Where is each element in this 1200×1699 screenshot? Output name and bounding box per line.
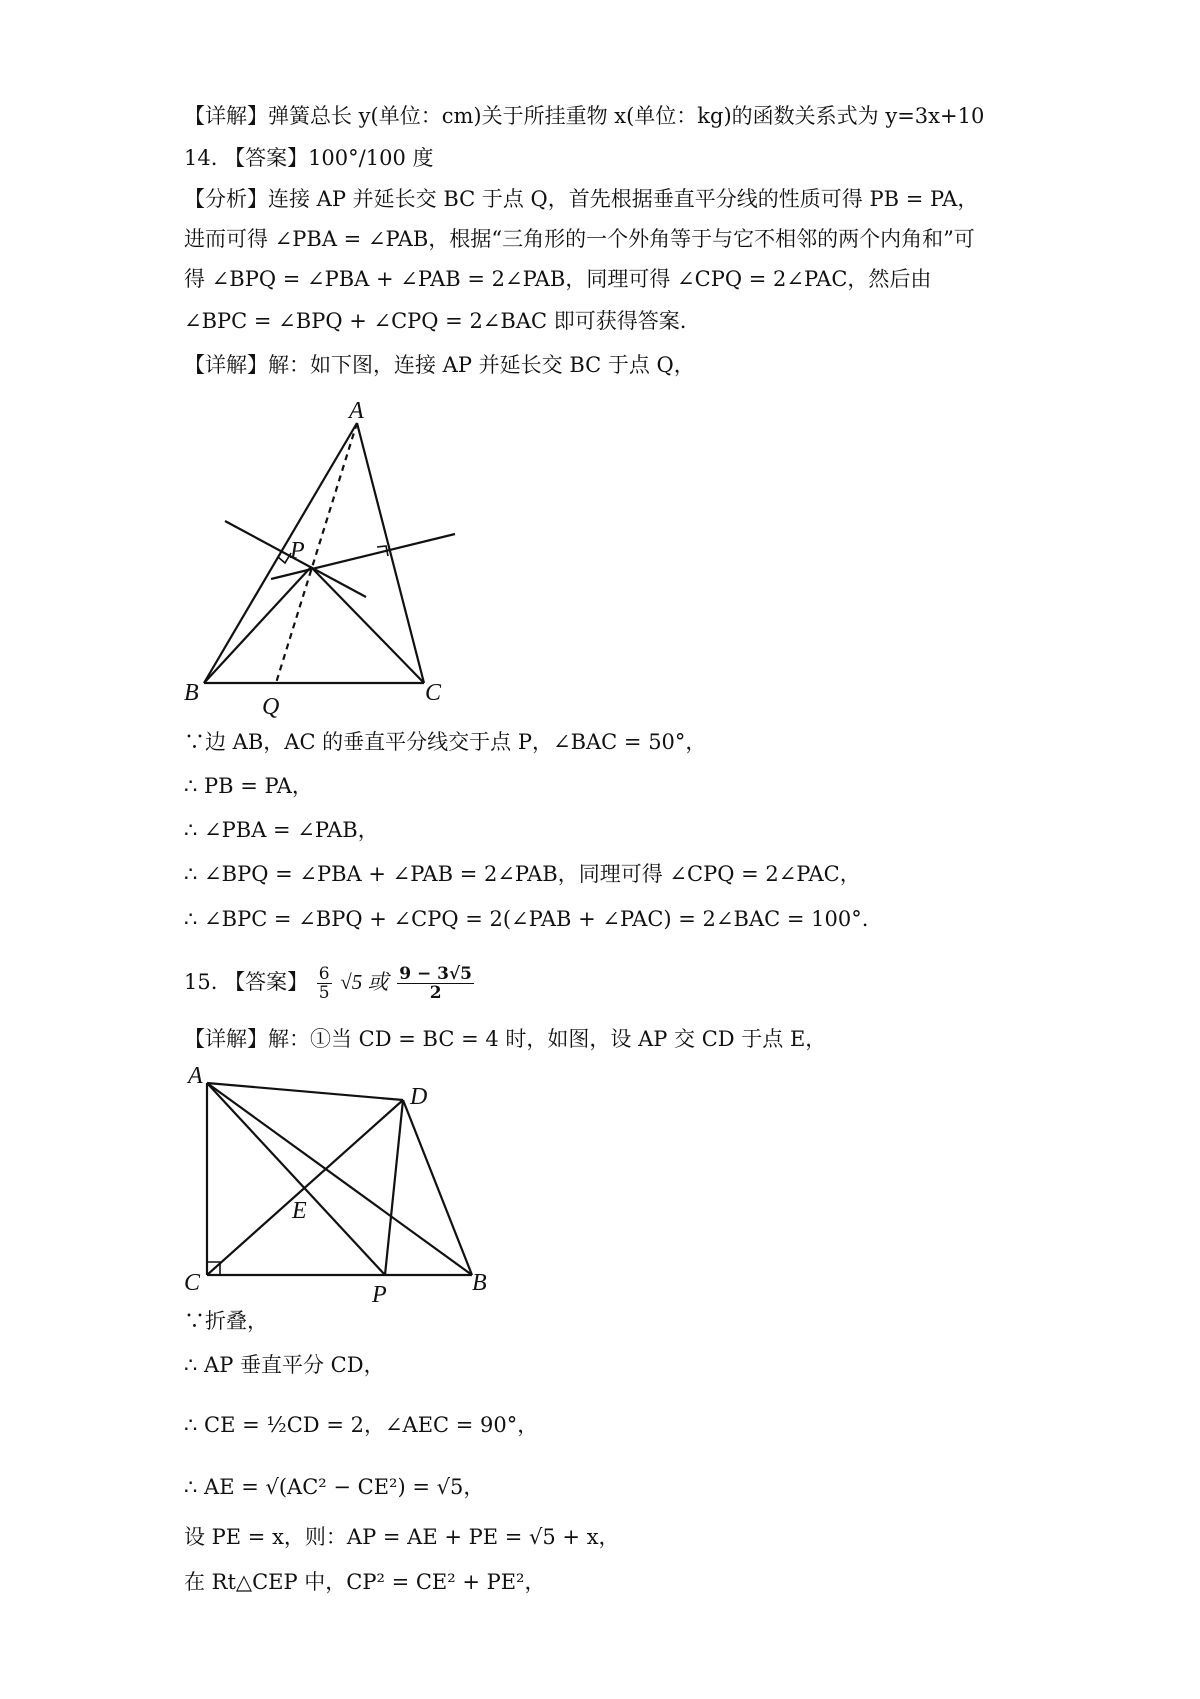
fraction-denominator: 2 <box>429 983 442 1003</box>
segment-CD <box>207 1100 403 1275</box>
text-line: 【详解】弹簧总长 y(单位：cm)关于所挂重物 x(单位：kg)的函数关系式为 y=3x+10 <box>184 104 985 128</box>
text-line: ∴ CE = ½CD = 2，∠AEC = 90°， <box>184 1413 539 1437</box>
text-line: ∵边 AB，AC 的垂直平分线交于点 P，∠BAC = 50°， <box>184 730 707 754</box>
label-A: A <box>349 398 364 424</box>
text-line: ∴ ∠BPQ = ∠PBA + ∠PAB = 2∠PAB，同理可得 ∠CPQ = 2∠PAC， <box>184 862 861 886</box>
label-B: B <box>472 1270 487 1296</box>
text-line: ∵折叠， <box>184 1309 268 1333</box>
dashed-segment-AQ <box>276 423 357 683</box>
label-E: E <box>292 1198 307 1224</box>
label-Q: Q <box>262 694 280 720</box>
segment-DP <box>385 1100 403 1275</box>
answer-15-prefix: 15. 【答案】 <box>184 970 309 994</box>
text-line: ∴ ∠BPC = ∠BPQ + ∠CPQ = 2(∠PAB + ∠PAC) = 2∠BAC = 100°. <box>184 907 869 931</box>
text-line: ∴ PB = PA， <box>184 774 313 798</box>
text-line: ∠BPC = ∠BPQ + ∠CPQ = 2∠BAC 即可获得答案. <box>184 309 687 333</box>
text-line: 【详解】解：如下图，连接 AP 并延长交 BC 于点 Q， <box>184 353 695 377</box>
triangle-figure-labels <box>184 398 442 720</box>
segment-AP <box>207 1083 385 1275</box>
text-line: ∴ ∠PBA = ∠PAB， <box>184 818 379 842</box>
text-line: 进而可得 ∠PBA = ∠PAB，根据“三角形的一个外角等于与它不相邻的两个内角和”可 <box>184 227 975 251</box>
text-line: 【详解】解：①当 CD = BC = 4 时，如图，设 AP 交 CD 于点 E， <box>184 1027 827 1051</box>
segment-PC <box>311 567 424 683</box>
fold-figure <box>207 1083 472 1275</box>
text-line: 14. 【答案】100°/100 度 <box>184 146 434 170</box>
answer-15-middle: √5 或 <box>340 970 389 994</box>
text-line: 得 ∠BPQ = ∠PBA + ∠PAB = 2∠PAB，同理可得 ∠CPQ = 2∠PAC，然后由 <box>184 267 932 291</box>
fraction-denominator: 5 <box>318 983 330 1003</box>
text-line: ∴ AE = √(AC² − CE²) = √5， <box>184 1475 485 1499</box>
text-line: ∴ AP 垂直平分 CD， <box>184 1353 385 1377</box>
fraction-numerator: 9 − 3√5 <box>399 964 472 984</box>
label-D: D <box>410 1084 428 1110</box>
label-B: B <box>184 680 199 706</box>
segment-AB <box>204 423 357 683</box>
text-line: 在 Rt△CEP 中，CP² = CE² + PE²， <box>184 1570 546 1594</box>
text-line: 【分析】连接 AP 并延长交 BC 于点 Q，首先根据垂直平分线的性质可得 PB = PA， <box>184 187 979 211</box>
segment-AB <box>207 1083 472 1275</box>
triangle-figure <box>204 423 455 683</box>
fraction-numerator: 6 <box>318 964 330 984</box>
label-A: A <box>188 1063 203 1089</box>
segment-AC <box>357 423 424 683</box>
label-C: C <box>184 1270 201 1296</box>
text-line: 设 PE = x，则：AP = AE + PE = √5 + x， <box>184 1525 620 1549</box>
label-P: P <box>290 538 305 564</box>
segment-AD <box>207 1083 403 1100</box>
label-P: P <box>372 1282 387 1308</box>
label-C: C <box>425 680 442 706</box>
